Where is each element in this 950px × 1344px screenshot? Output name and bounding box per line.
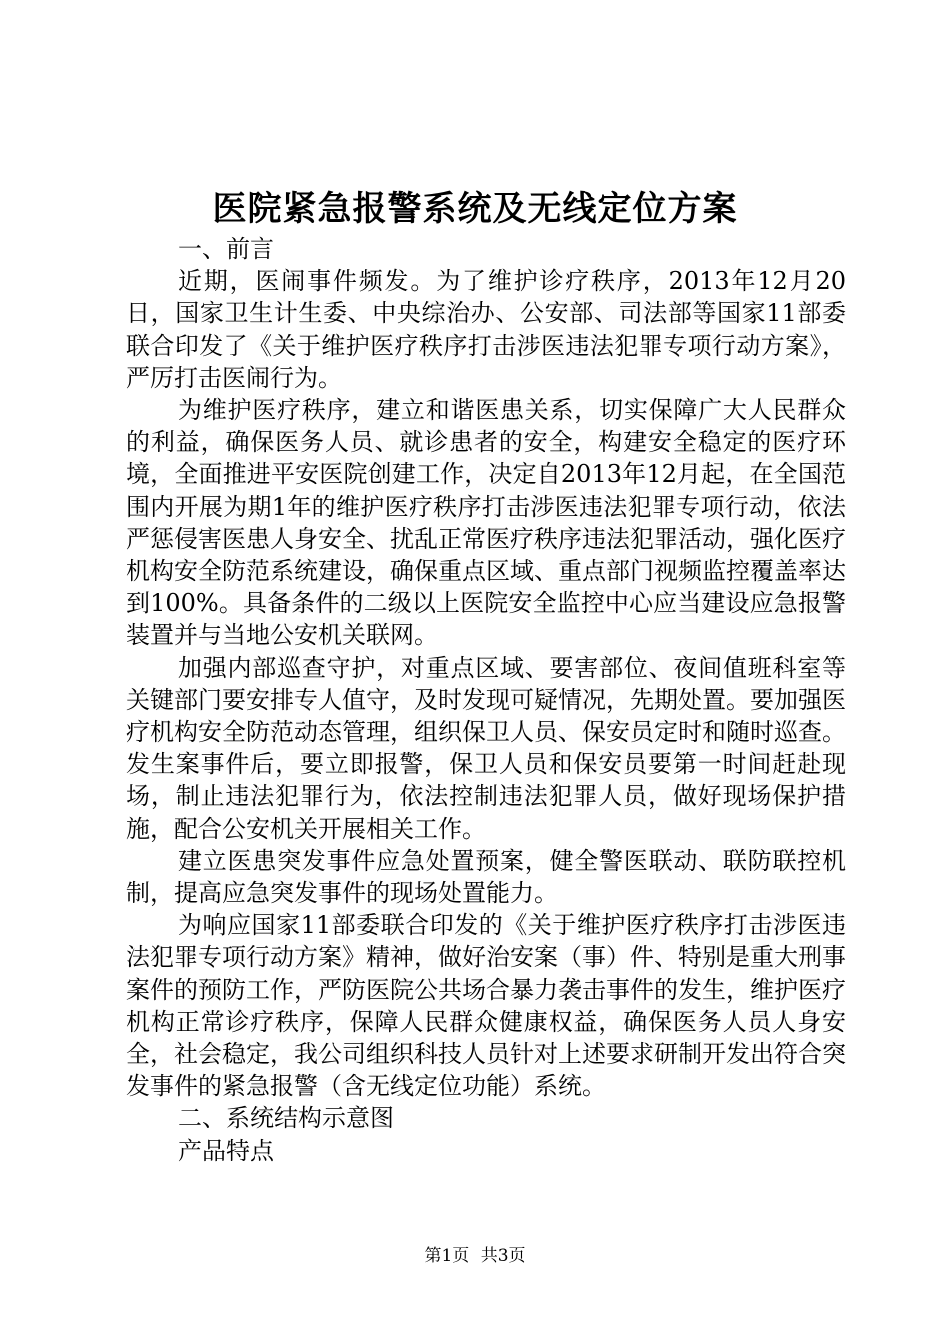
page-number-current: 第1页: [424, 1246, 470, 1266]
section-heading-preface: 一、前言: [178, 235, 274, 263]
section-heading-system-diagram: 二、系统结构示意图: [178, 1104, 394, 1133]
page-footer: [0, 1244, 950, 1268]
document-body: [126, 233, 846, 1167]
paragraph-patrol: 加强内部巡查守护，对重点区域、要害部位、夜间值班科室等关键部门要安排专人值守，及时发现可疑情况，先期处置。要加强医疗机构安全防范动态管理，组织保卫人员、保安员定时和随时巡查。发生案事件后，要立即报警，保卫人员和保安员要第一时间赶赴现场，制止违法犯罪行为，依法控制违法犯罪人员，做好现场保护措施，配合公安机关开展相关工作。: [126, 653, 846, 843]
paragraph-background: 近期，医闹事件频发。为了维护诊疗秩序，2013年12月20日，国家卫生计生委、中央综治办、公安部、司法部等国家11部委联合印发了《关于维护医疗秩序打击涉医违法犯罪专项行动方案》，严厉打击医闹行为。: [126, 267, 846, 392]
document-title: 医院紧急报警系统及无线定位方案: [212, 189, 738, 229]
section-heading-product-features: 产品特点: [178, 1136, 274, 1165]
paragraph-campaign: 为维护医疗秩序，建立和谐医患关系，切实保障广大人民群众的利益，确保医务人员、就诊患者的安全，构建安全稳定的医疗环境，全面推进平安医院创建工作，决定自2013年12月起，在全国范围内开展为期1年的维护医疗秩序打击涉医违法犯罪专项行动，依法严惩侵害医患人身安全、扰乱正常医疗秩序违法犯罪活动，强化医疗机构安全防范系统建设，确保重点区域、重点部门视频监控覆盖率达到100%。具备条件的二级以上医院安全监控中心应当建设应急报警装置并与当地公安机关联网。: [126, 396, 846, 650]
paragraph-company-response: 为响应国家11部委联合印发的《关于维护医疗秩序打击涉医违法犯罪专项行动方案》精神，做好治安案（事）件、特别是重大刑事案件的预防工作，严防医院公共场合暴力袭击事件的发生，维护医疗机构正常诊疗秩序，保障人民群众健康权益，确保医务人员人身安全，社会稳定，我公司组织科技人员针对上述要求研制开发出符合突发事件的紧急报警（含无线定位功能）系统。: [126, 911, 846, 1101]
paragraph-emergency-plan: 建立医患突发事件应急处置预案，健全警医联动、联防联控机制，提高应急突发事件的现场处置能力。: [126, 846, 846, 908]
page-number-total: 共3页: [480, 1246, 526, 1266]
